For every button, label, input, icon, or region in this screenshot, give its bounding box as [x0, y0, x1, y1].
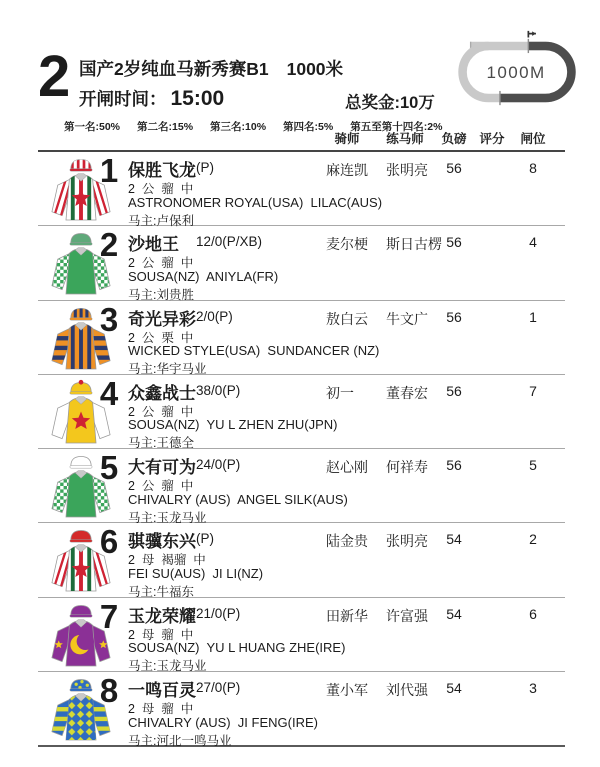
horse-name: 玉龙荣耀 [128, 606, 196, 626]
race-distance: 1000米 [286, 59, 344, 79]
horse-row [38, 523, 565, 597]
weight-value: 54 [446, 531, 462, 548]
weight-value: 54 [446, 605, 462, 622]
horse-number: 8 [99, 672, 119, 710]
trainer-name: 董春宏 [386, 384, 428, 401]
trainer-name: 刘代强 [386, 682, 428, 699]
horse-row [38, 598, 565, 672]
weight-value: 56 [446, 234, 462, 251]
horse-breeding: SOUSA(NZ) YU L HUANG ZHE(IRE) [128, 640, 346, 656]
race-number: 2 [38, 44, 69, 109]
race-title: 国产2岁纯血马新秀赛B1 [79, 59, 269, 79]
prize-split-3: 第三名:10% [210, 121, 267, 133]
weight-value: 56 [446, 457, 462, 474]
horse-name: 奇光异彩 [128, 309, 196, 329]
gate-value: 6 [529, 605, 537, 622]
horse-row [38, 226, 565, 300]
gate-value: 7 [529, 382, 537, 399]
horse-number: 5 [99, 449, 119, 487]
horse-number: 4 [99, 374, 119, 412]
horse-owner: 马主:牛福东 [128, 584, 194, 599]
horse-name: 沙地王 [128, 235, 179, 255]
horse-details: 2 公 骝 中 [128, 182, 194, 196]
jockey-name: 赵心刚 [326, 459, 368, 476]
horse-number: 7 [99, 597, 119, 635]
horse-name: 保胜飞龙 [128, 161, 196, 180]
start-time-label: 开闸时间： [79, 89, 167, 109]
horse-owner: 马主:玉龙马业 [128, 659, 207, 674]
horse-owner: 马主:王德全 [128, 436, 194, 451]
jockey-name: 初一 [326, 384, 354, 401]
prize-split-1: 第一名:50% [64, 121, 121, 133]
horse-details: 2 公 栗 中 [128, 330, 194, 345]
trainer-name: 何祥寿 [386, 459, 428, 476]
weight-value: 56 [446, 308, 462, 325]
horse-details: 2 母 褐骝 中 [128, 553, 206, 568]
horse-form: 38/0(P) [196, 382, 241, 398]
horse-breeding: CHIVALRY (AUS) JI FENG(IRE) [128, 714, 318, 730]
weight-value: 56 [446, 382, 462, 399]
horse-form: 21/0(P) [196, 605, 241, 621]
horse-row [38, 449, 565, 523]
horse-form: 24/0(P) [196, 457, 241, 473]
horse-row [38, 152, 565, 226]
start-time-line [79, 86, 224, 111]
trainer-name: 张明亮 [386, 162, 428, 178]
horse-owner: 马主:刘贵胜 [128, 287, 194, 302]
jockey-name: 麻连凯 [326, 162, 368, 178]
prize-split-4: 第四名:5% [283, 121, 334, 133]
horse-number: 6 [99, 523, 119, 561]
horse-owner: 马主:卢保利 [128, 213, 194, 228]
horse-details: 2 母 骝 中 [128, 702, 194, 717]
column-weight: 负磅 [441, 132, 467, 146]
horse-form: 12/0(P/XB) [196, 234, 263, 250]
gate-value: 3 [529, 680, 537, 697]
weight-value: 54 [446, 680, 462, 697]
horse-breeding: FEI SU(AUS) JI LI(NZ) [128, 565, 264, 581]
trainer-name: 张明亮 [386, 533, 428, 550]
horse-row [38, 375, 565, 449]
horse-details: 2 母 骝 中 [128, 627, 194, 642]
gate-value: 2 [529, 531, 537, 548]
total-prize: 总奖金:10万 [345, 94, 435, 112]
jockey-name: 麦尔梗 [326, 236, 368, 253]
horse-breeding: CHIVALRY (AUS) ANGEL SILK(AUS) [128, 491, 348, 507]
trainer-name: 许富强 [386, 607, 428, 624]
track-distance-label: 1000M [486, 63, 546, 83]
table-header [38, 129, 565, 152]
column-rating: 评分 [479, 132, 505, 146]
horse-row [38, 672, 565, 747]
horse-name: 众鑫战士 [128, 383, 196, 403]
start-flag-arrow [532, 31, 536, 36]
horse-form: (P) [196, 160, 214, 175]
horse-breeding: SOUSA(NZ) YU L ZHEN ZHU(JPN) [128, 417, 338, 433]
horse-name: 一鸣百灵 [128, 681, 196, 701]
race-title-line [79, 56, 343, 81]
horse-form: (P) [196, 531, 214, 547]
jockey-name: 田新华 [326, 607, 368, 624]
horse-form: 27/0(P) [196, 680, 241, 696]
horse-number: 1 [99, 152, 119, 189]
gate-value: 8 [529, 160, 537, 176]
column-trainer: 练马师 [386, 132, 424, 146]
horse-owner: 马主:河北一鸣马业 [128, 733, 232, 748]
jockey-name: 陆金贵 [326, 533, 368, 550]
horse-breeding: WICKED STYLE(USA) SUNDANCER (NZ) [128, 343, 380, 359]
horse-details: 2 公 骝 中 [128, 479, 194, 494]
horse-breeding: ASTRONOMER ROYAL(USA) LILAC(AUS) [128, 194, 383, 210]
trainer-name: 牛文广 [386, 310, 428, 327]
horse-owner: 马主:玉龙马业 [128, 510, 207, 525]
prize-split-2: 第二名:15% [137, 121, 194, 133]
start-time-value: 15:00 [170, 87, 225, 110]
column-gate: 闸位 [520, 132, 546, 146]
horse-number: 3 [99, 300, 119, 338]
weight-value: 56 [446, 160, 462, 176]
horse-breeding: SOUSA(NZ) ANIYLA(FR) [128, 268, 279, 284]
horse-name: 骐骥东兴 [128, 532, 196, 552]
horse-details: 2 公 骝 中 [128, 256, 194, 271]
horse-name: 大有可为 [128, 458, 196, 478]
jockey-name: 董小军 [326, 682, 368, 699]
jockey-name: 敖白云 [326, 310, 368, 327]
trainer-name: 斯日古楞 [386, 236, 442, 253]
gate-value: 5 [529, 457, 537, 474]
horse-form: 2/0(P) [196, 308, 233, 324]
gate-value: 4 [529, 234, 537, 251]
horse-details: 2 公 骝 中 [128, 404, 194, 419]
track-diagram-icon [446, 26, 588, 118]
horse-row [38, 301, 565, 375]
runner-list [38, 152, 565, 747]
gate-value: 1 [529, 308, 537, 325]
horse-owner: 马主:华宇马业 [128, 362, 207, 377]
column-jockey: 骑师 [334, 132, 360, 146]
prize-split-5: 第五至第十四名:2% [350, 121, 443, 133]
horse-number: 2 [99, 226, 119, 264]
